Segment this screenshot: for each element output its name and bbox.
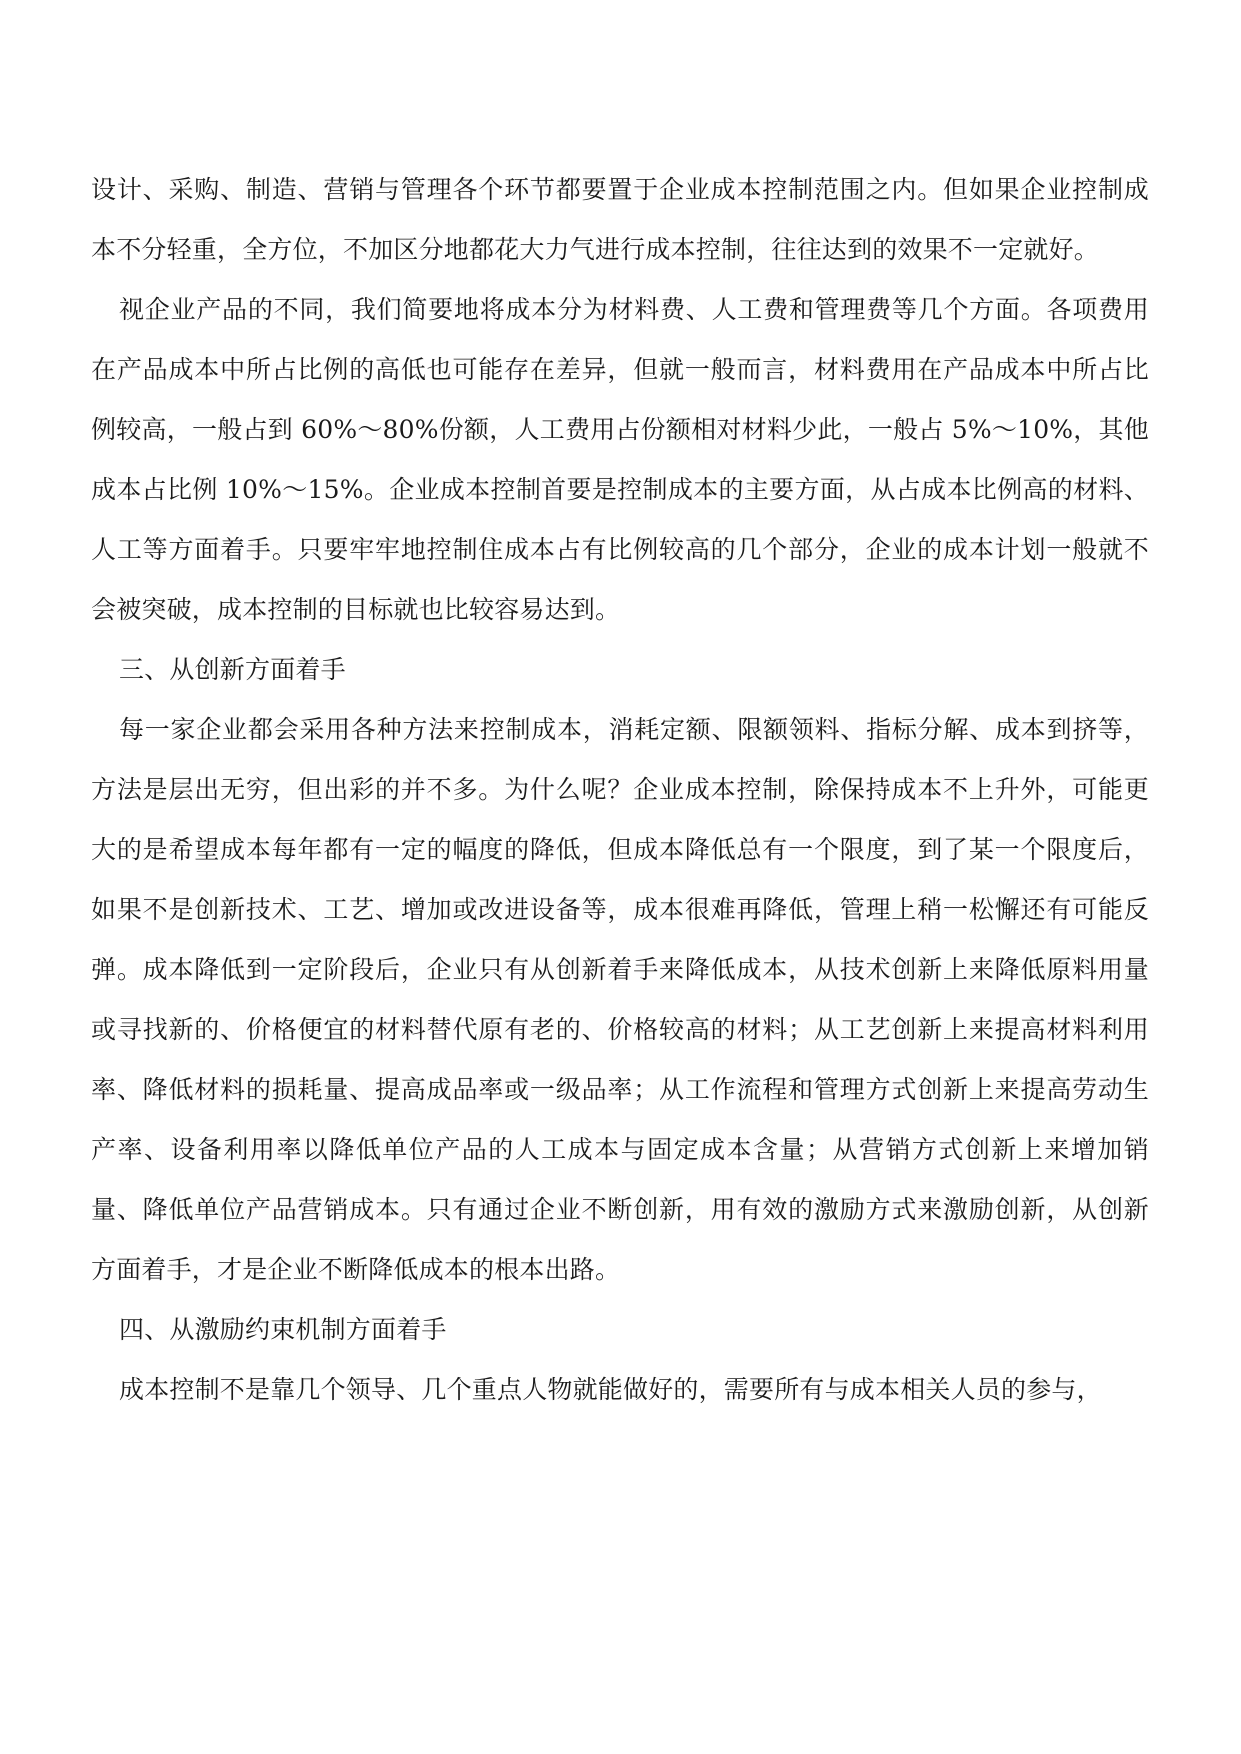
document-body: [91, 160, 1149, 1420]
paragraph-cost-categories: 视企业产品的不同，我们简要地将成本分为材料费、人工费和管理费等几个方面。各项费用在产品成本中所占比例的高低也可能存在差异，但就一般而言，材料费用在产品成本中所占比例较高，一般占到 60%～80%份额，人工费用占份额相对材料少此，一般占 5%～10%，其他成本占比例 10%～15%。企业成本控制首要是控制成本的主要方面，从占成本比例高的材料、人工等方面着手。只要牢牢地控制住成本占有比例较高的几个部分，企业的成本计划一般就不会被突破，成本控制的目标就也比较容易达到。: [91, 295, 1149, 624]
paragraph-continuation: 设计、采购、制造、营销与管理各个环节都要置于企业成本控制范围之内。但如果企业控制成本不分轻重，全方位，不加区分地都花大力气进行成本控制，往往达到的效果不一定就好。: [91, 175, 1149, 264]
section-heading-incentive: 四、从激励约束机制方面着手: [119, 1315, 447, 1344]
paragraph-incentive: 成本控制不是靠几个领导、几个重点人物就能做好的，需要所有与成本相关人员的参与，: [119, 1375, 1102, 1404]
section-heading-innovation: 三、从创新方面着手: [119, 655, 346, 684]
paragraph-innovation: 每一家企业都会采用各种方法来控制成本，消耗定额、限额领料、指标分解、成本到挤等，方法是层出无穷，但出彩的并不多。为什么呢？企业成本控制，除保持成本不上升外，可能更大的是希望成本每年都有一定的幅度的降低，但成本降低总有一个限度，到了某一个限度后，如果不是创新技术、工艺、增加或改进设备等，成本很难再降低，管理上稍一松懈还有可能反弹。成本降低到一定阶段后，企业只有从创新着手来降低成本，从技术创新上来降低原料用量或寻找新的、价格便宜的材料替代原有老的、价格较高的材料；从工艺创新上来提高材料利用率、降低材料的损耗量、提高成品率或一级品率；从工作流程和管理方式创新上来提高劳动生产率、设备利用率以降低单位产品的人工成本与固定成本含量；从营销方式创新上来增加销量、降低单位产品营销成本。只有通过企业不断创新，用有效的激励方式来激励创新，从创新方面着手，才是企业不断降低成本的根本出路。: [91, 715, 1149, 1284]
